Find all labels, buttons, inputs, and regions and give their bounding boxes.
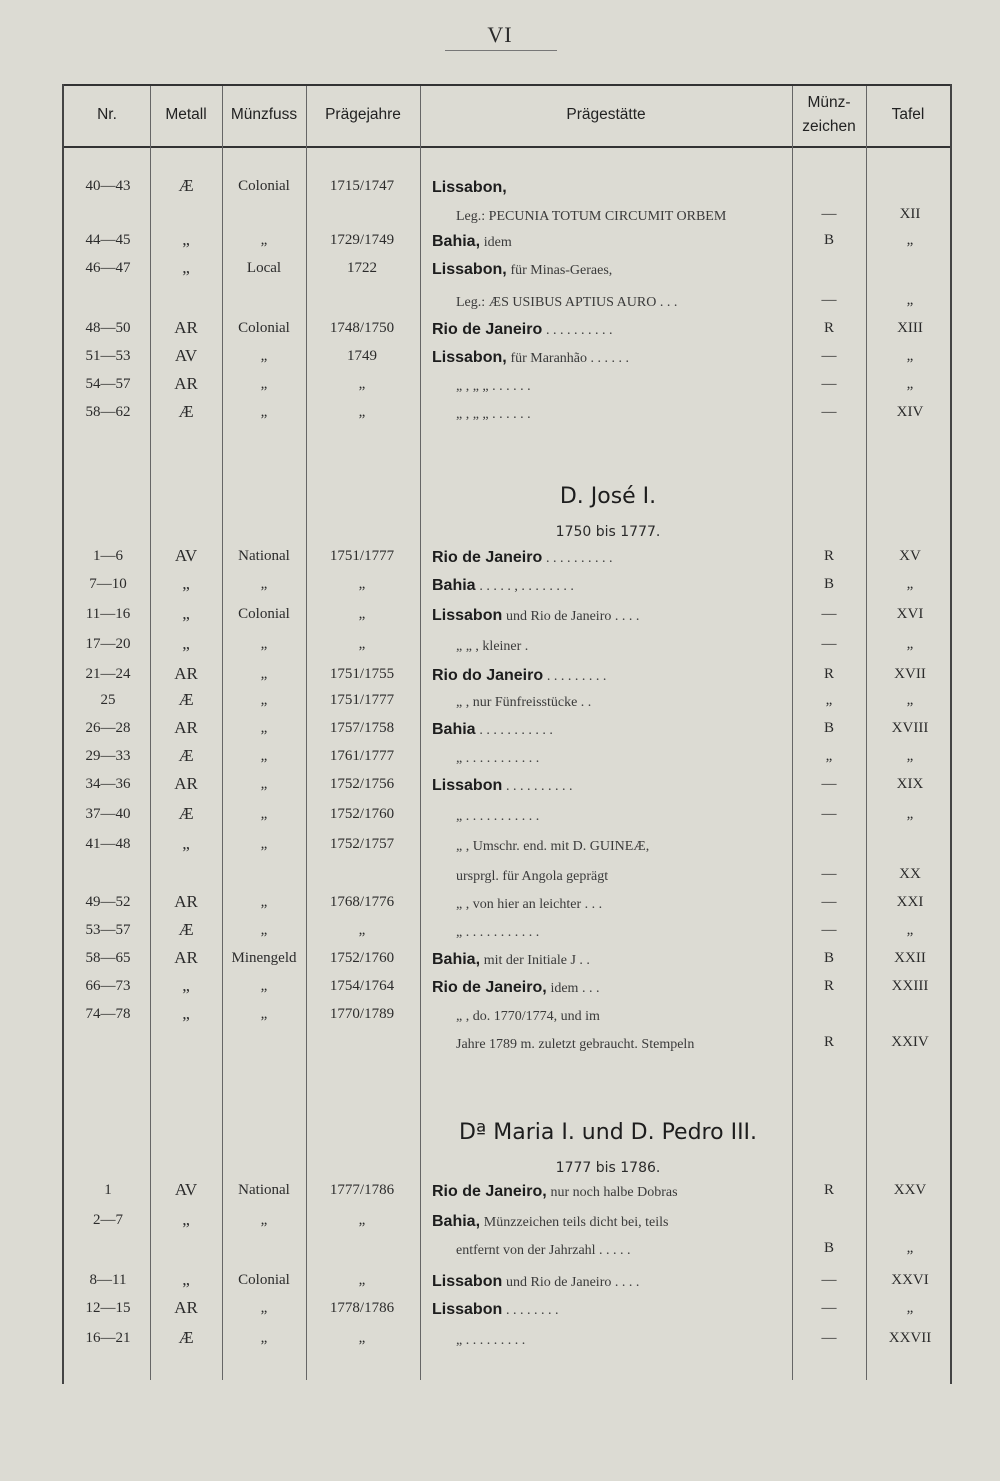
row-metall: „ <box>182 634 190 653</box>
row-muenzfuss: „ <box>260 720 268 736</box>
row-praegestaette <box>432 836 784 857</box>
row-muenzzeichen: R <box>823 320 834 336</box>
row-muenzzeichen: R <box>823 666 834 682</box>
row-metall: „ <box>182 1210 190 1229</box>
row-praegestaette <box>432 1034 784 1055</box>
row-praegejahre: „ <box>358 1330 366 1346</box>
row-nr: 41—48 <box>85 836 131 852</box>
mint-note: . . . . . . . . . . <box>505 779 573 794</box>
mint-note: Leg.: ÆS USIBUS APTIUS AURO . . . <box>456 295 678 310</box>
mint-note: . . . . . . . . . <box>546 669 607 684</box>
page-number-rule <box>445 50 557 51</box>
table-top-rule <box>62 84 952 86</box>
row-metall: AV <box>174 346 198 365</box>
row-muenzfuss: „ <box>260 806 268 822</box>
row-praegestaette <box>432 260 784 281</box>
row-metall: Æ <box>178 1328 194 1347</box>
row-tafel: „ <box>906 806 914 822</box>
row-nr: 12—15 <box>85 1300 131 1316</box>
row-praegejahre: 1751/1777 <box>329 692 395 708</box>
section-title-maria-pedro: Dª Maria I. und D. Pedro III. <box>458 1120 758 1145</box>
row-nr: 29—33 <box>85 748 131 764</box>
header-praegestaette: Prägestätte <box>566 106 646 123</box>
mint-note: entfernt von der Jahrzahl . . . . . <box>456 1243 631 1258</box>
row-tafel: XVI <box>896 606 924 622</box>
row-praegejahre: 1748/1750 <box>329 320 395 336</box>
row-praegestaette <box>432 806 784 827</box>
mint-name: Bahia <box>432 721 476 738</box>
mint-name: Bahia <box>432 577 476 594</box>
row-muenzzeichen: — <box>821 348 837 364</box>
mint-note: „ . . . . . . . . . . . <box>456 751 540 766</box>
row-praegestaette <box>432 376 784 397</box>
mint-note: . . . . . , . . . . . . . . <box>479 579 574 594</box>
row-nr: 53—57 <box>85 922 131 938</box>
row-metall: Æ <box>178 920 194 939</box>
row-muenzzeichen: R <box>823 1034 834 1050</box>
row-muenzzeichen: — <box>821 1330 837 1346</box>
mint-note: „ , „ „ . . . . . . <box>456 407 531 422</box>
header-muenzfuss: Münzfuss <box>230 106 298 123</box>
row-tafel: „ <box>906 576 914 592</box>
mint-note: mit der Initiale J . . <box>483 953 590 968</box>
row-muenzfuss: „ <box>260 636 268 652</box>
mint-note: „ , do. 1770/1774, und im <box>456 1009 600 1024</box>
mint-name: Rio de Janeiro, <box>432 979 547 996</box>
row-metall: AR <box>174 1298 198 1317</box>
row-praegejahre: „ <box>358 1212 366 1228</box>
row-muenzfuss: Minengeld <box>231 950 297 966</box>
row-praegejahre: 1754/1764 <box>329 978 395 994</box>
row-tafel: XXIV <box>891 1034 929 1050</box>
row-muenzfuss: „ <box>260 894 268 910</box>
row-muenzzeichen: B <box>823 950 834 966</box>
row-nr: 66—73 <box>85 978 131 994</box>
mint-name: Lissabon <box>432 607 503 624</box>
row-praegestaette <box>432 606 784 627</box>
row-nr: 54—57 <box>85 376 131 392</box>
row-metall: „ <box>182 258 190 277</box>
mint-name: Bahia, <box>432 233 481 250</box>
row-praegejahre: 1752/1757 <box>329 836 395 852</box>
mint-note: „ . . . . . . . . . . . <box>456 809 540 824</box>
row-praegejahre: 1751/1755 <box>329 666 395 682</box>
section-dates-maria-pedro: 1777 bis 1786. <box>555 1160 661 1176</box>
row-tafel: XIX <box>896 776 924 792</box>
row-praegejahre: 1752/1756 <box>329 776 395 792</box>
row-praegestaette <box>432 1182 784 1203</box>
row-praegejahre: „ <box>358 636 366 652</box>
row-muenzzeichen: — <box>821 894 837 910</box>
row-nr: 49—52 <box>85 894 131 910</box>
row-praegestaette <box>432 1300 784 1321</box>
row-muenzfuss: „ <box>260 348 268 364</box>
mint-name: Lissabon <box>432 777 503 794</box>
row-metall: Æ <box>178 746 194 765</box>
mint-note: ursprgl. für Angola geprägt <box>456 869 609 884</box>
row-praegejahre: 1777/1786 <box>329 1182 395 1198</box>
mint-name: Rio de Janeiro, <box>432 1183 547 1200</box>
row-nr: 58—62 <box>85 404 131 420</box>
row-tafel: XXVII <box>888 1330 932 1346</box>
row-muenzzeichen: — <box>821 1272 837 1288</box>
row-muenzfuss: National <box>238 1182 290 1198</box>
row-praegestaette <box>432 1330 784 1351</box>
row-tafel: XVIII <box>891 720 929 736</box>
row-muenzzeichen: B <box>823 576 834 592</box>
row-praegejahre: 1778/1786 <box>329 1300 395 1316</box>
row-muenzfuss: „ <box>260 1330 268 1346</box>
mint-note: „ , „ „ . . . . . . <box>456 379 531 394</box>
row-muenzfuss: „ <box>260 836 268 852</box>
row-muenzzeichen: — <box>821 292 837 308</box>
row-metall: AR <box>174 774 198 793</box>
row-praegestaette <box>432 178 784 199</box>
mint-name: Lissabon <box>432 1273 503 1290</box>
row-praegestaette <box>432 320 784 341</box>
row-metall: AR <box>174 948 198 967</box>
mint-name: Lissabon, <box>432 179 507 196</box>
row-tafel: „ <box>906 748 914 764</box>
row-metall: AR <box>174 318 198 337</box>
row-tafel: „ <box>906 348 914 364</box>
row-praegejahre: 1715/1747 <box>329 178 395 194</box>
row-muenzzeichen: — <box>821 206 837 222</box>
row-muenzzeichen: B <box>823 232 834 248</box>
row-muenzfuss: National <box>238 548 290 564</box>
row-metall: AR <box>174 718 198 737</box>
row-nr: 25 <box>100 692 116 708</box>
row-muenzfuss: Colonial <box>238 1272 290 1288</box>
mint-note: und Rio de Janeiro . . . . <box>505 609 640 624</box>
row-praegestaette <box>432 666 784 687</box>
row-tafel: „ <box>906 1300 914 1316</box>
row-muenzzeichen: — <box>821 1300 837 1316</box>
row-tafel: „ <box>906 376 914 392</box>
row-metall: „ <box>182 976 190 995</box>
row-nr: 17—20 <box>85 636 131 652</box>
mint-note: . . . . . . . . . . . <box>479 723 553 738</box>
row-tafel: XIV <box>896 404 924 420</box>
header-metall: Metall <box>165 106 207 123</box>
row-metall: Æ <box>178 690 194 709</box>
row-praegejahre: 1751/1777 <box>329 548 395 564</box>
mint-note: „ , nur Fünfreisstücke . . <box>456 695 592 710</box>
row-praegestaette <box>432 922 784 943</box>
row-muenzfuss: Colonial <box>238 606 290 622</box>
header-praegejahre: Prägejahre <box>325 106 401 123</box>
row-muenzzeichen: — <box>821 376 837 392</box>
row-nr: 58—65 <box>85 950 131 966</box>
row-metall: AV <box>174 1180 198 1199</box>
row-praegestaette <box>432 978 784 999</box>
header-muenzzeichen-line2: zeichen <box>802 118 856 135</box>
mint-name: Bahia, <box>432 1213 481 1230</box>
row-nr: 34—36 <box>85 776 131 792</box>
header-nr: Nr. <box>97 106 117 123</box>
row-tafel: „ <box>906 292 914 308</box>
page-number: VI <box>487 22 513 47</box>
row-praegestaette <box>432 232 784 253</box>
row-nr: 37—40 <box>85 806 131 822</box>
row-praegestaette <box>432 1272 784 1293</box>
mint-note: Jahre 1789 m. zuletzt gebraucht. Stempeln <box>456 1037 695 1052</box>
row-praegestaette <box>432 1212 784 1233</box>
row-metall: „ <box>182 1270 190 1289</box>
mint-note: . . . . . . . . . . <box>546 323 613 338</box>
row-nr: 26—28 <box>85 720 131 736</box>
row-tafel: XXI <box>896 894 924 910</box>
row-muenzzeichen: „ <box>825 692 833 708</box>
row-praegejahre: 1768/1776 <box>329 894 395 910</box>
row-nr: 48—50 <box>85 320 131 336</box>
row-praegejahre: 1757/1758 <box>329 720 395 736</box>
row-praegejahre: 1770/1789 <box>329 1006 395 1022</box>
row-metall: AR <box>174 664 198 683</box>
mint-note: „ , Umschr. end. mit D. GUINEÆ, <box>456 839 650 854</box>
row-metall: „ <box>182 834 190 853</box>
row-praegestaette <box>432 348 784 369</box>
row-praegejahre: „ <box>358 922 366 938</box>
row-muenzzeichen: — <box>821 404 837 420</box>
row-tafel: „ <box>906 232 914 248</box>
row-muenzfuss: „ <box>260 922 268 938</box>
mint-name: Rio de Janeiro <box>432 321 543 338</box>
row-praegejahre: „ <box>358 404 366 420</box>
row-tafel: XX <box>899 866 921 882</box>
row-muenzzeichen: B <box>823 1240 834 1256</box>
row-metall: „ <box>182 574 190 593</box>
row-praegestaette <box>432 1240 784 1261</box>
row-muenzzeichen: — <box>821 776 837 792</box>
row-tafel: „ <box>906 692 914 708</box>
row-metall: AR <box>174 892 198 911</box>
row-praegejahre: 1761/1777 <box>329 748 395 764</box>
header-tafel: Tafel <box>891 106 925 123</box>
row-metall: „ <box>182 1004 190 1023</box>
mint-note: idem <box>483 235 512 250</box>
row-muenzfuss: „ <box>260 666 268 682</box>
mint-note: „ , von hier an leichter . . . <box>456 897 603 912</box>
row-tafel: „ <box>906 922 914 938</box>
mint-note: nur noch halbe Dobras <box>550 1185 678 1200</box>
row-praegejahre: 1729/1749 <box>329 232 395 248</box>
row-nr: 7—10 <box>89 576 127 592</box>
row-nr: 1—6 <box>93 548 123 564</box>
mint-note: . . . . . . . . <box>505 1303 559 1318</box>
row-praegejahre: „ <box>358 1272 366 1288</box>
row-nr: 46—47 <box>85 260 131 276</box>
row-praegestaette <box>432 894 784 915</box>
row-nr: 40—43 <box>85 178 131 194</box>
row-praegejahre: 1749 <box>347 348 377 364</box>
mint-note: für Maranhão . . . . . . <box>510 351 630 366</box>
section-title-jose: D. José I. <box>559 484 657 509</box>
row-muenzfuss: „ <box>260 776 268 792</box>
row-muenzfuss: „ <box>260 376 268 392</box>
row-tafel: XXIII <box>891 978 929 994</box>
row-muenzzeichen: R <box>823 548 834 564</box>
row-muenzfuss: „ <box>260 404 268 420</box>
section-dates-jose: 1750 bis 1777. <box>555 524 661 540</box>
row-tafel: XII <box>899 206 921 222</box>
row-muenzzeichen: — <box>821 922 837 938</box>
row-muenzzeichen: — <box>821 806 837 822</box>
row-muenzfuss: „ <box>260 978 268 994</box>
row-tafel: XV <box>899 548 921 564</box>
table-left-border <box>62 84 64 1384</box>
mint-note: Leg.: PECUNIA TOTUM CIRCUMIT ORBEM <box>456 209 727 224</box>
mint-note: . . . . . . . . . . <box>546 551 613 566</box>
row-nr: 16—21 <box>85 1330 131 1346</box>
row-nr: 2—7 <box>93 1212 123 1228</box>
row-praegestaette <box>432 692 784 713</box>
mint-note: „ . . . . . . . . . . . <box>456 925 540 940</box>
col-divider-zeichen <box>866 86 867 1380</box>
row-nr: 8—11 <box>89 1272 127 1288</box>
row-metall: AR <box>174 374 198 393</box>
row-muenzzeichen: — <box>821 866 837 882</box>
mint-name: Rio de Janeiro <box>432 549 543 566</box>
row-metall: Æ <box>178 176 194 195</box>
row-tafel: „ <box>906 1240 914 1256</box>
row-nr: 21—24 <box>85 666 131 682</box>
row-praegestaette <box>432 292 784 313</box>
mint-name: Bahia, <box>432 951 481 968</box>
row-praegestaette <box>432 776 784 797</box>
row-metall: Æ <box>178 804 194 823</box>
row-praegestaette <box>432 1006 784 1027</box>
mint-name: Lissabon <box>432 1301 503 1318</box>
row-nr: 74—78 <box>85 1006 131 1022</box>
mint-note: Münzzeichen teils dicht bei, teils <box>483 1215 669 1230</box>
mint-note: „ . . . . . . . . . <box>456 1333 526 1348</box>
row-muenzzeichen: — <box>821 636 837 652</box>
row-tafel: „ <box>906 636 914 652</box>
row-praegejahre: „ <box>358 606 366 622</box>
row-muenzfuss: Colonial <box>238 320 290 336</box>
row-praegestaette <box>432 576 784 597</box>
row-nr: 11—16 <box>85 606 131 622</box>
row-praegejahre: 1752/1760 <box>329 950 395 966</box>
row-nr: 44—45 <box>85 232 131 248</box>
row-praegestaette <box>432 720 784 741</box>
row-tafel: XXV <box>893 1182 927 1198</box>
row-praegejahre: „ <box>358 376 366 392</box>
row-metall: „ <box>182 604 190 623</box>
row-metall: „ <box>182 230 190 249</box>
row-tafel: XXII <box>894 950 926 966</box>
row-praegejahre: „ <box>358 576 366 592</box>
row-nr: 1 <box>104 1182 112 1198</box>
row-muenzfuss: „ <box>260 748 268 764</box>
row-metall: AV <box>174 546 198 565</box>
row-tafel: XVII <box>894 666 926 682</box>
row-praegestaette <box>432 206 784 227</box>
row-muenzfuss: „ <box>260 232 268 248</box>
row-nr: 51—53 <box>85 348 131 364</box>
mint-name: Rio do Janeiro <box>432 667 544 684</box>
row-praegejahre: 1722 <box>347 260 377 276</box>
row-praegestaette <box>432 866 784 887</box>
row-muenzfuss: „ <box>260 1212 268 1228</box>
row-muenzfuss: „ <box>260 692 268 708</box>
row-muenzzeichen: R <box>823 1182 834 1198</box>
row-muenzfuss: „ <box>260 576 268 592</box>
row-muenzzeichen: B <box>823 720 834 736</box>
row-muenzzeichen: „ <box>825 748 833 764</box>
mint-note: für Minas-Geraes, <box>510 263 613 278</box>
row-praegestaette <box>432 636 784 657</box>
col-divider-jahre <box>420 86 421 1380</box>
row-muenzfuss: „ <box>260 1300 268 1316</box>
mint-note: „ „ , kleiner . <box>456 639 529 654</box>
header-bottom-rule <box>62 146 952 148</box>
row-muenzzeichen: — <box>821 606 837 622</box>
row-tafel: XXVI <box>891 1272 929 1288</box>
row-praegestaette <box>432 950 784 971</box>
mint-name: Lissabon, <box>432 349 507 366</box>
mint-note: idem . . . <box>550 981 600 996</box>
row-metall: Æ <box>178 402 194 421</box>
row-tafel: XIII <box>897 320 923 336</box>
row-praegejahre: 1752/1760 <box>329 806 395 822</box>
row-praegestaette <box>432 548 784 569</box>
row-muenzzeichen: R <box>823 978 834 994</box>
row-muenzfuss: Local <box>246 260 282 276</box>
row-praegestaette <box>432 748 784 769</box>
row-muenzfuss: Colonial <box>238 178 290 194</box>
mint-name: Lissabon, <box>432 261 507 278</box>
row-praegestaette <box>432 404 784 425</box>
mint-note: und Rio de Janeiro . . . . <box>505 1275 640 1290</box>
row-muenzfuss: „ <box>260 1006 268 1022</box>
header-muenzzeichen-line1: Münz- <box>807 94 851 111</box>
